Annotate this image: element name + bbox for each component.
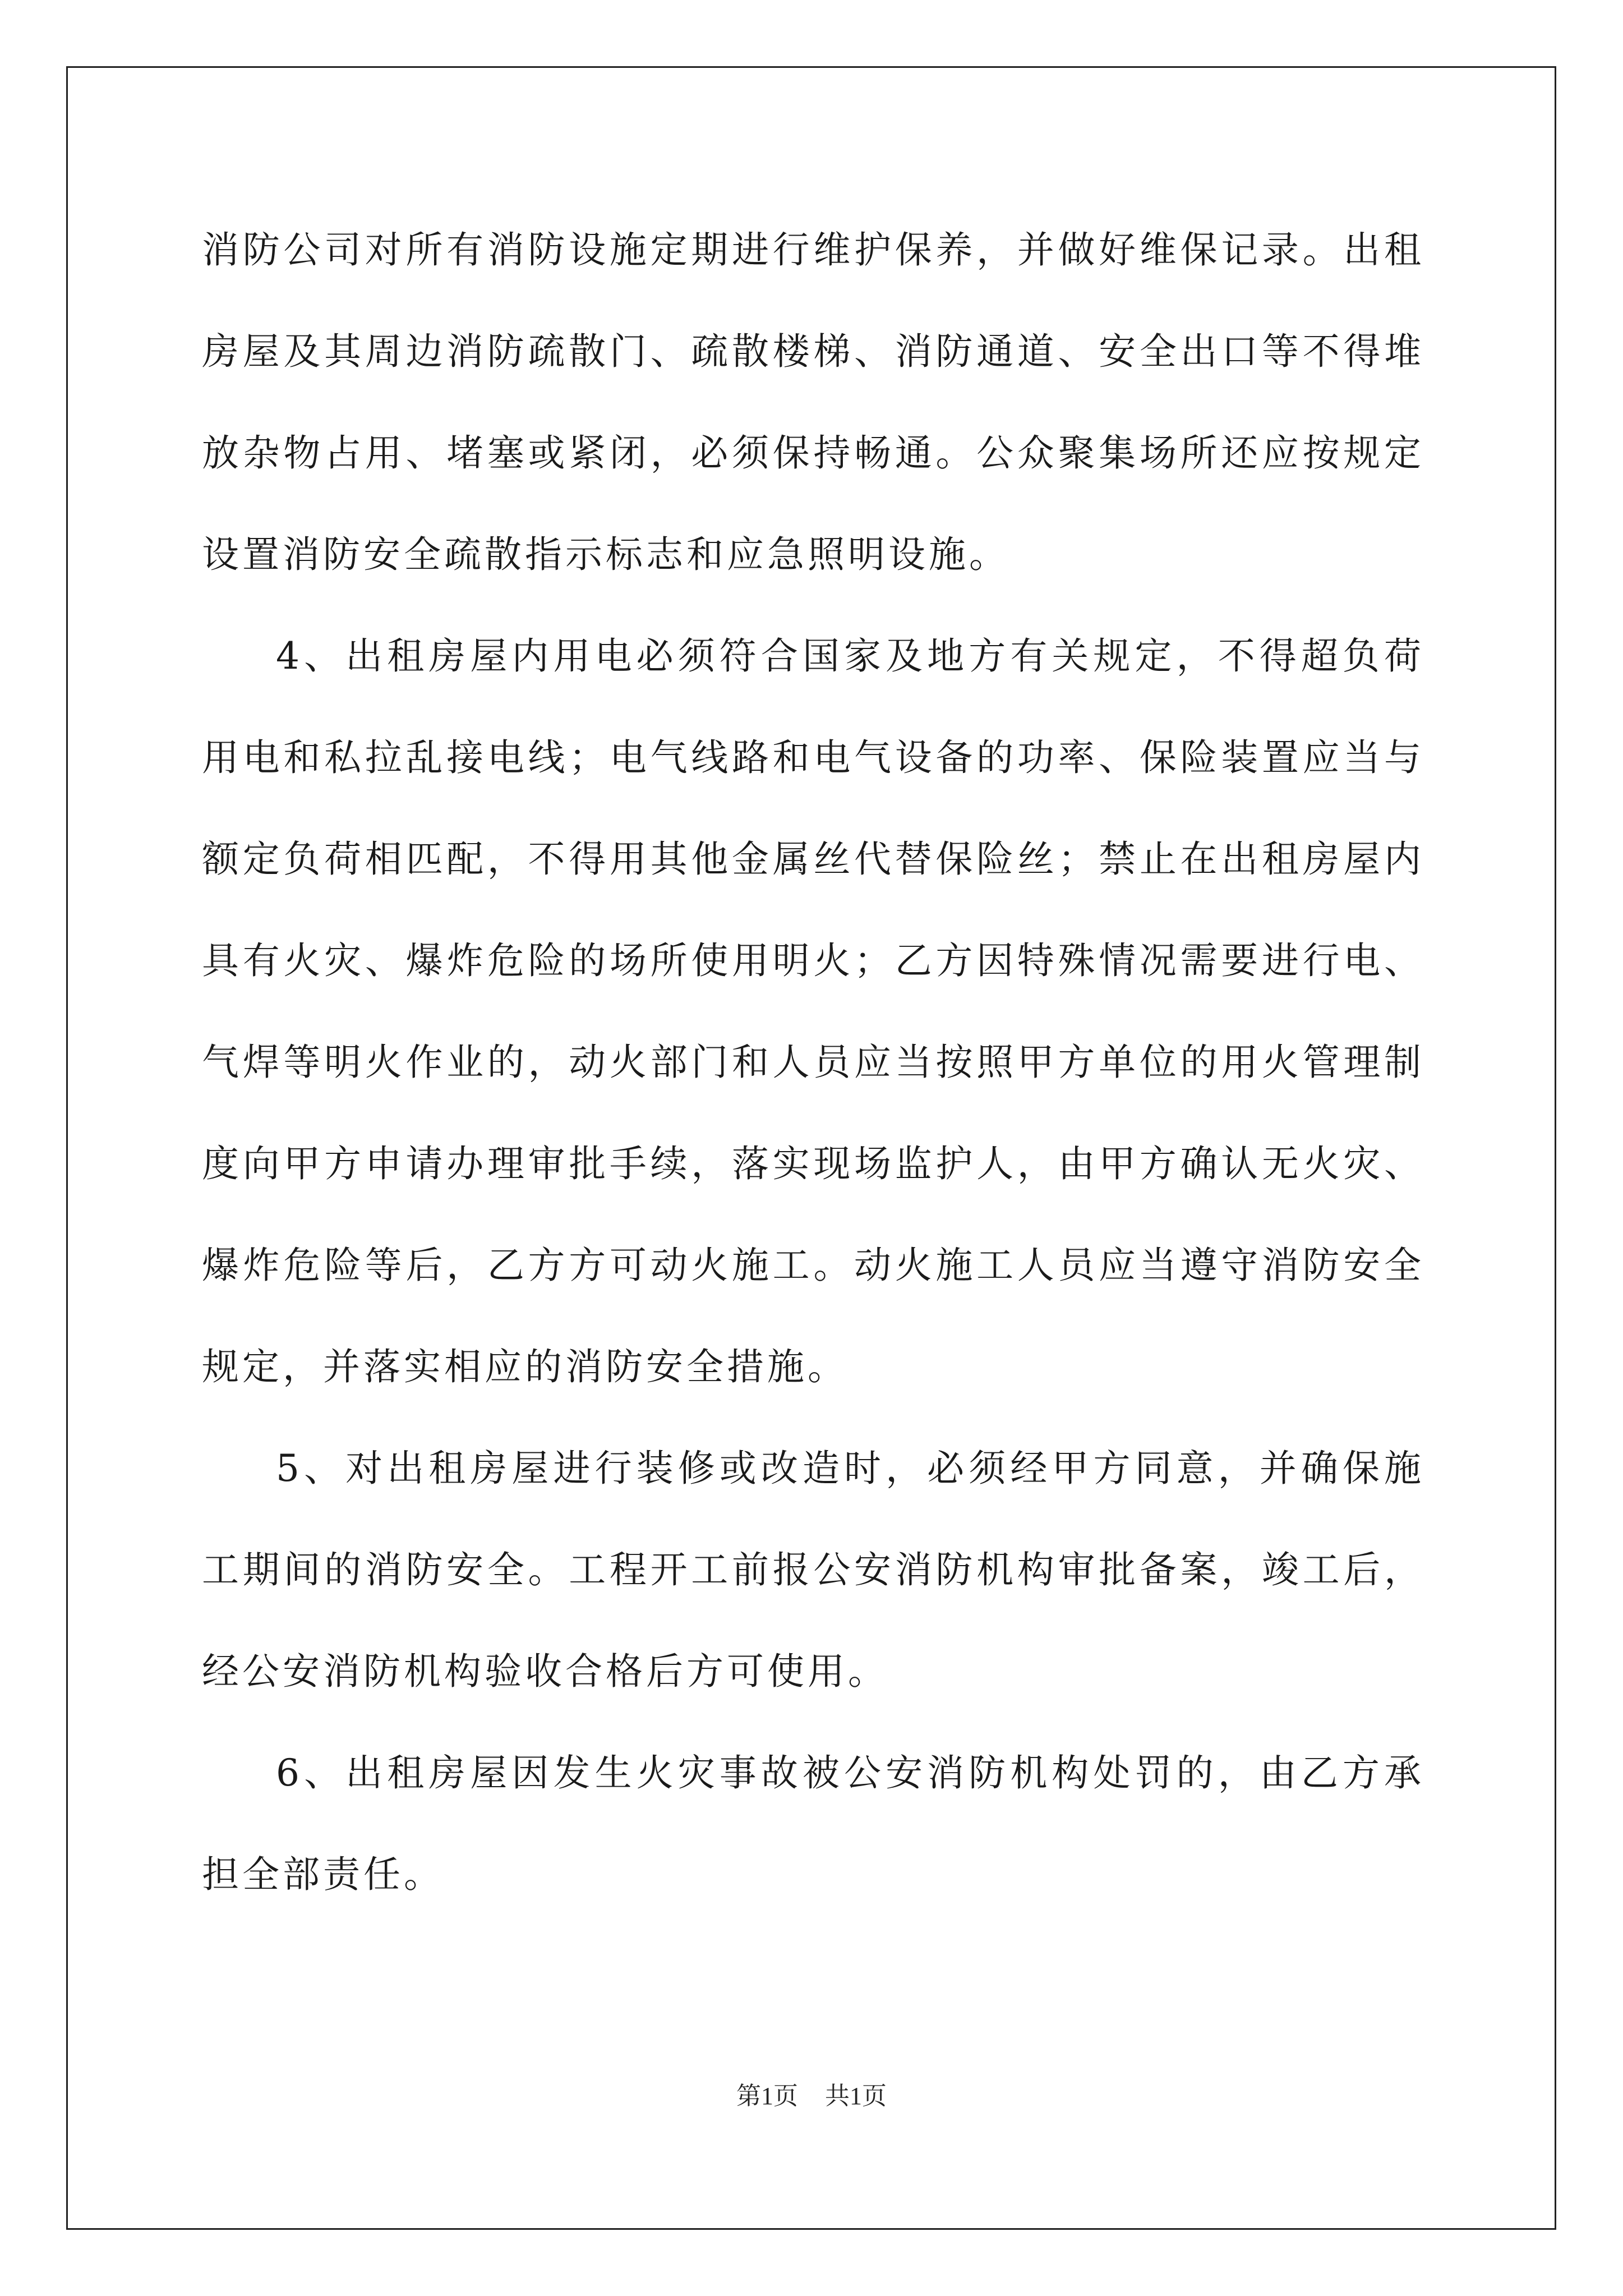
page-number: 第1页 <box>736 2082 798 2110</box>
paragraph-electricity-rules: 4、出租房屋内用电必须符合国家及地方有关规定，不得超负荷用电和私拉乱接电线；电气线路和电气设备的功率、保险装置应当与额定负荷相匹配，不得用其他金属丝代替保险丝；禁止在出租房屋内具有火灾、爆炸危险的场所使用明火；乙方因特殊情况需要进行电、气焊等明火作业的，动火部门和人员应当按照甲方单位的用火管理制度向甲方申请办理审批手续，落实现场监护人，由甲方确认无火灾、爆炸危险等后，乙方方可动火施工。动火施工人员应当遵守消防安全规定，并落实相应的消防安全措施。 <box>202 634 1424 1388</box>
page-total: 共1页 <box>825 2082 887 2110</box>
paragraph-liability: 6、出租房屋因发生火灾事故被公安消防机构处罚的，由乙方承担全部责任。 <box>202 1751 1424 1896</box>
page-footer <box>0 2079 1623 2113</box>
paragraph-renovation-rules: 5、对出租房屋进行装修或改造时，必须经甲方同意，并确保施工期间的消防安全。工程开工前报公安消防机构审批备案，竣工后，经公安消防机构验收合格后方可使用。 <box>202 1447 1424 1693</box>
document-body <box>202 199 1424 1925</box>
paragraph-fire-facilities: 消防公司对所有消防设施定期进行维护保养，并做好维保记录。出租房屋及其周边消防疏散门、疏散楼梯、消防通道、安全出口等不得堆放杂物占用、堵塞或紧闭，必须保持畅通。公众聚集场所还应按规定设置消防安全疏散指示标志和应急照明设施。 <box>202 228 1424 576</box>
